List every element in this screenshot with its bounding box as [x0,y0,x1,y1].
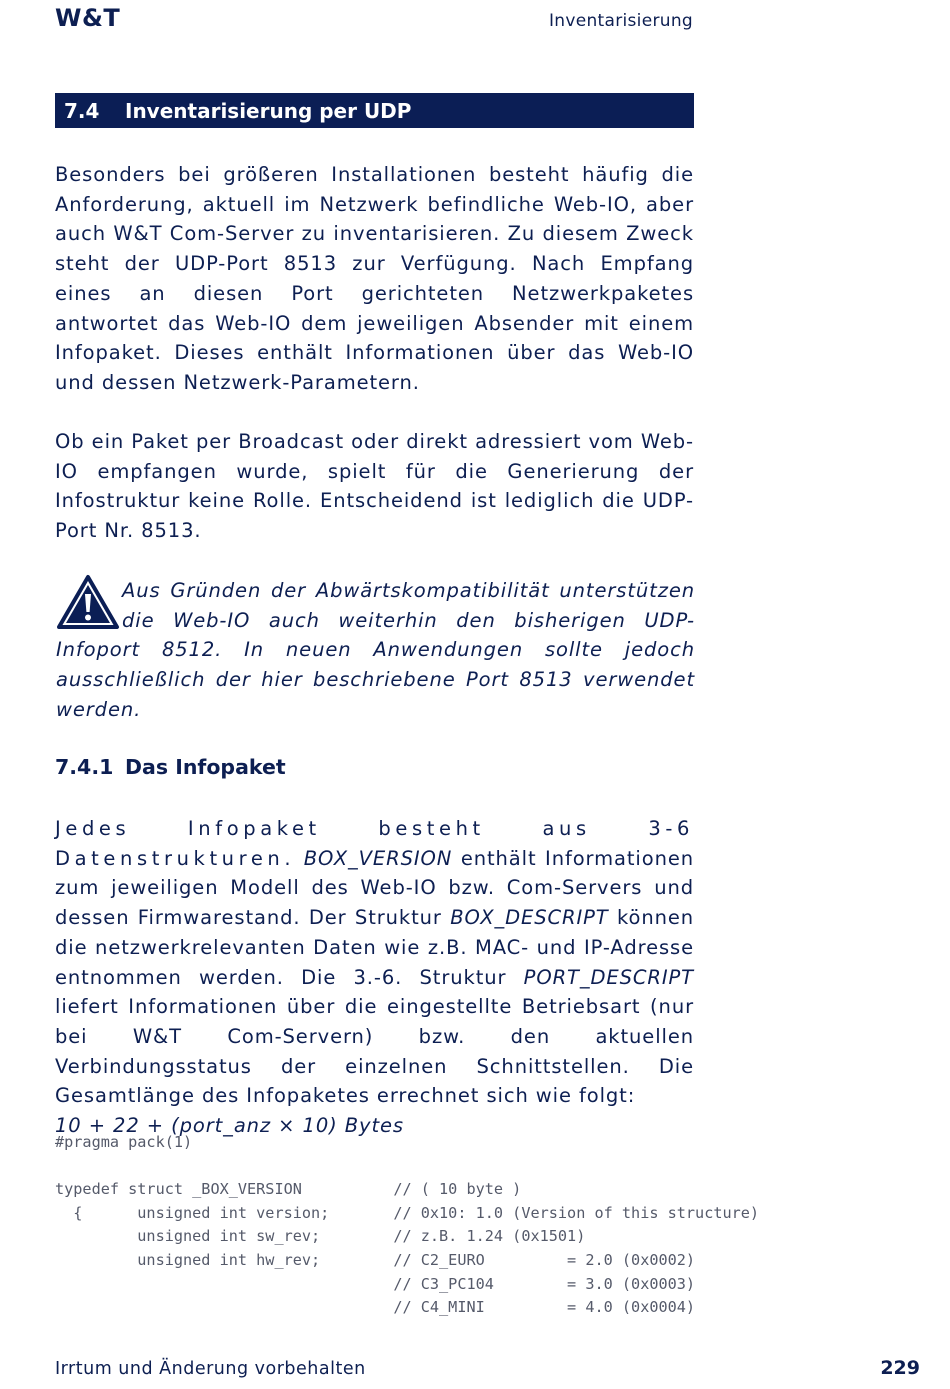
page-number: 229 [880,1357,920,1379]
subsection-number: 7.4.1 [55,755,114,779]
infopaket-text-2: können die netzwerkrelevanten Daten wie z.B. MAC- und IP-Adresse entnommen werden. Die 3.-6. Struktur [55,906,694,989]
paragraph-intro: Besonders bei größeren Installationen besteht häufig die Anforderung, aktuell im Netzwerk befindliche Web-IO, aber auch W&T Com-Server zu inventarisieren. Zu diesem Zweck steht der UDP-Port 8513 zur Verfügung. Nach Empfang eines an diesen Port gerichteten Netzwerkpaketes antwortet das Web-IO dem jeweiligen Absender mit einem Infopaket. Dieses enthält Informationen über das Web-IO und dessen Netzwerk-Parametern. [55,163,694,394]
term-port-descript: PORT_DESCRIPT [523,965,694,989]
term-box-descript: BOX_DESCRIPT [450,906,609,930]
subsection-heading [55,755,286,779]
brand-logo: W&T [55,4,121,32]
section-number: 7.4 [64,98,100,123]
running-header: Inventarisierung [548,11,693,31]
code-listing: #pragma pack(1) typedef struct _BOX_VERSION // ( 10 byte ) { unsigned int version; // 0x10: 1.0 (Version of this structure) unsigned int sw_rev; // z.B. 1.24 (0x1501) unsigned int hw_rev; // C2_EURO = 2.0 (0x0002) // C3_PC104 = 3.0 (0x0003) // C4_MINI = 4.0 (0x0004) [55,1133,760,1317]
length-formula: 10 + 22 + (port_anz × 10) Bytes [55,1114,404,1138]
infopaket-text-3: liefert Informationen über die eingestellte Betriebsart (nur bei W&T Com-Servern) bzw. den aktuellen Verbindungsstatus der einzelnen Schnittstellen. Die Gesamtlänge des Infopaketes errechnet sich wie folgt: [55,995,694,1108]
paragraph-broadcast: Ob ein Paket per Broadcast oder direkt adressiert vom Web-IO empfangen wurde, spielt für die Generierung der Infostruktur keine Rolle. Entscheidend ist lediglich die UDP-Port Nr. 8513. [55,430,694,543]
warning-triangle-icon [56,574,120,630]
infopaket-lead: Jedes Infopaket besteht aus 3-6 Datenstrukturen. [55,817,694,870]
warning-text: Aus Gründen der Abwärtskompatibilität unterstützen die Web-IO auch weiterhin den bisherigen UDP-Infoport 8512. In neuen Anwendungen sollte jedoch ausschließlich der hier beschriebene Port 8513 verwendet werden. [56,579,695,721]
section-title: Inventarisierung per UDP [125,98,412,123]
section-heading [55,93,694,128]
subsection-title: Das Infopaket [125,755,286,779]
paragraph-infopaket [55,814,694,1141]
footer-note: Irrtum und Änderung vorbehalten [55,1359,366,1379]
warning-note [56,576,695,725]
infopaket-text-1: enthält Informationen zum jeweiligen Modell des Web-IO bzw. Com-Servers und dessen Firmwarestand. Der Struktur [55,846,694,930]
term-box-version: BOX_VERSION [303,846,453,870]
